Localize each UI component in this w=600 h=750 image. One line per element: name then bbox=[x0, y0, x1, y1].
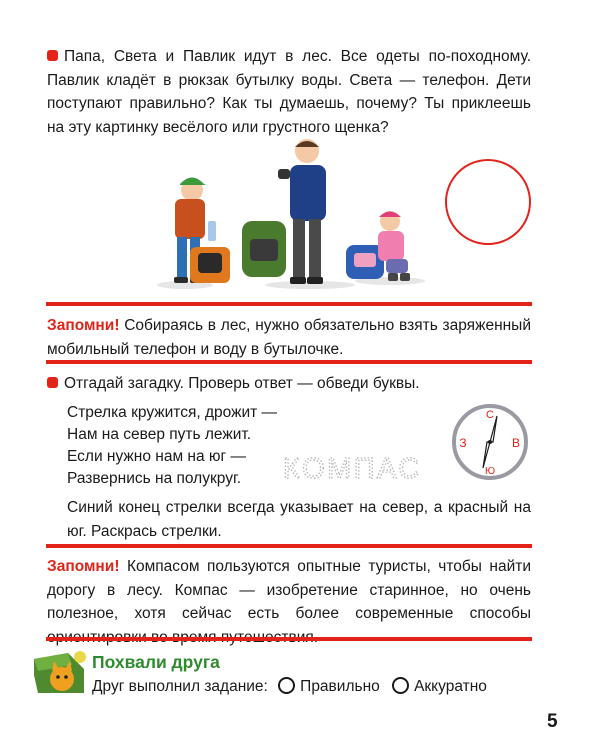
page-number: 5 bbox=[547, 711, 558, 732]
task2-text: Отгадай загадку. Проверь ответ — обведи буквы. bbox=[64, 375, 420, 392]
riddle-poem bbox=[67, 402, 277, 490]
option-correct-checkbox[interactable] bbox=[278, 677, 295, 694]
answer-word-text: КОМПАС bbox=[283, 453, 422, 485]
remember2-text: Компасом пользуются опытные туристы, чтобы найти дорогу в лесу. Компас — изобретение старинное, но очень полезное, хотя сейчас есть более современные способы bbox=[47, 558, 531, 622]
compass-north-label: С bbox=[486, 409, 494, 421]
cat-mascot-icon bbox=[32, 649, 88, 697]
remember2-label: Запомни! bbox=[47, 558, 120, 575]
bullet-icon bbox=[47, 50, 58, 61]
task1-paragraph bbox=[47, 45, 531, 139]
praise-title: Похвали друга bbox=[92, 652, 220, 672]
sticker-placeholder-circle[interactable] bbox=[445, 159, 531, 245]
remember1-block bbox=[47, 314, 531, 361]
answer-word-dotted[interactable] bbox=[280, 448, 440, 488]
compass-south-label: Ю bbox=[484, 466, 496, 477]
option-neat-checkbox[interactable] bbox=[392, 677, 409, 694]
divider-bottom-2 bbox=[46, 637, 532, 641]
needle-note bbox=[67, 496, 531, 543]
divider-top-1 bbox=[46, 302, 532, 306]
praise-row bbox=[92, 677, 487, 697]
divider-bottom-1 bbox=[46, 360, 532, 364]
divider-top-2 bbox=[46, 544, 532, 548]
family-hiking-illustration bbox=[150, 135, 430, 295]
praise-prompt: Друг выполнил задание: bbox=[92, 678, 268, 695]
compass-needle-south[interactable] bbox=[483, 442, 490, 468]
remember1-label: Запомни! bbox=[47, 317, 120, 334]
needle-note-text: Синий конец стрелки всегда указывает на север, а красный на юг. Раскрась стрелки. bbox=[67, 499, 531, 540]
remember1-text: Собираясь в лес, нужно обязательно взять заряженный мобильный телефон и воду в бутылочке. bbox=[47, 317, 531, 358]
riddle-line: Стрелка кружится, дрожит — bbox=[67, 404, 278, 421]
riddle-line: Если нужно нам на юг — bbox=[67, 448, 246, 465]
remember2-block bbox=[47, 555, 531, 649]
compass-east-label: В bbox=[511, 436, 521, 450]
compass-west-label: З bbox=[459, 436, 467, 450]
task1-text: Папа, Света и Павлик идут в лес. Все одеты по-походному. Павлик кладёт в рюкзак бутылку воды. Света — телефон. Дети поступают правильно? Как ты думаешь, почему? Ты приклеешь на эту картинку весёлого или грустного щенка? bbox=[47, 48, 531, 136]
option-correct-label: Правильно bbox=[300, 678, 380, 695]
riddle-line: Развернись на полукруг. bbox=[67, 470, 242, 487]
task2-instruction bbox=[47, 372, 531, 396]
riddle-line: Нам на север путь лежит. bbox=[67, 426, 252, 443]
compass-icon[interactable] bbox=[440, 402, 540, 482]
option-neat-label: Аккуратно bbox=[414, 678, 487, 695]
bullet-icon bbox=[47, 377, 58, 388]
